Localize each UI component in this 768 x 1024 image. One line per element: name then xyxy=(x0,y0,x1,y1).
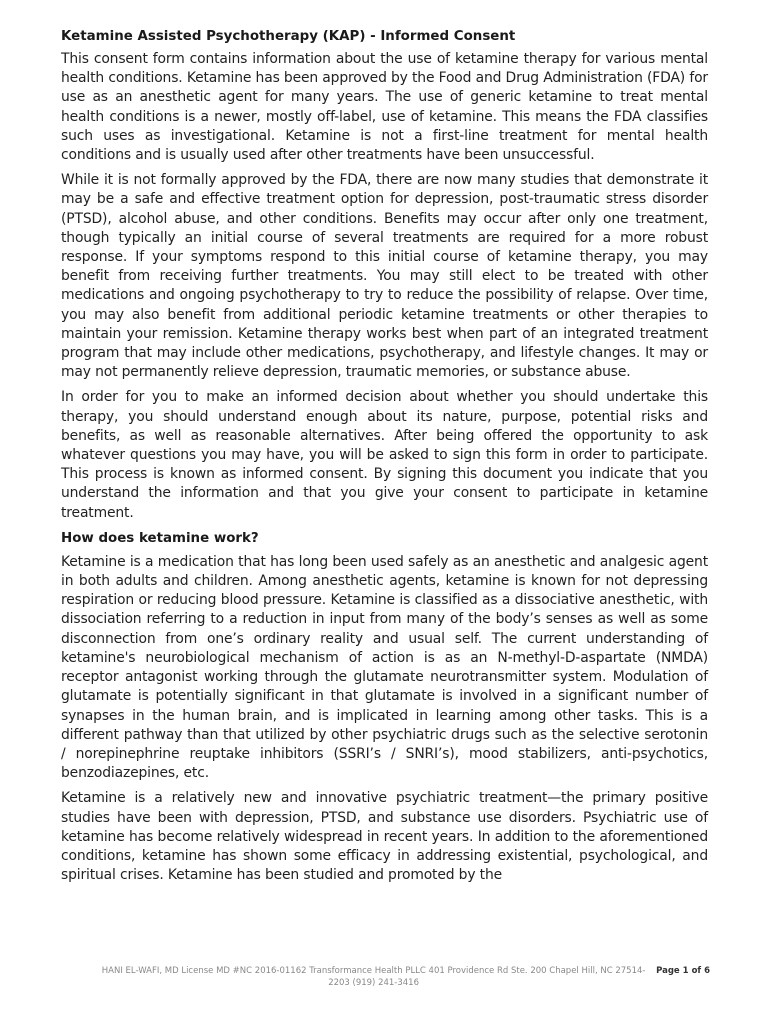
paragraph-informed-decision: In order for you to make an informed decision about whether you should undertake this therapy, you should understand enough about its nature, purpose, potential risks and benefits, as well as reasonable alternatives. After being offered the opportunity to ask whatever questions you may have, you will be asked to sign this form in order to participate. This process is known as informed consent. By signing this document you indicate that you understand the information and that you give your consent to participate in ketamine treatment. xyxy=(61,389,708,521)
section-heading-how-ketamine-works: How does ketamine work? xyxy=(61,530,259,546)
footer-address: HANI EL-WAFI, MD License MD #NC 2016-01162 Transformance Health PLLC 401 Providence Rd Ste. 200 Chapel Hill, NC 27514-2203 (919) 241-3416 xyxy=(101,966,646,988)
paragraph-intro: This consent form contains information about the use of ketamine therapy for various mental health conditions. Ketamine has been approved by the Food and Drug Administration (FDA) for use as an anesthetic agent for many years. The use of generic ketamine to treat mental health conditions is a newer, mostly off-label, use of ketamine. This means the FDA classifies such uses as investigational. Ketamine is not a first-line treatment for mental health conditions and is usually used after other treatments have been unsuccessful. xyxy=(61,51,708,164)
page-of: of xyxy=(691,966,702,976)
page-number xyxy=(656,965,710,977)
paragraph-mechanism: Ketamine is a medication that has long been used safely as an anesthetic and analgesic agent in both adults and children. Among anesthetic agents, ketamine is known for not depressing respiration or reducing blood pressure. Ketamine is classified as a dissociative anesthetic, with dissociation referring to a reduction in input from many of the body’s senses as well as some disconnection from one’s ordinary reality and usual self. The current understanding of ketamine's neurobiological mechanism of action is as an N-methyl-D-aspartate (NMDA) receptor antagonist working through the glutamate neurotransmitter system. Modulation of glutamate is potentially significant in that glutamate is involved in a significant number of synapses in the human brain, and is implicated in learning among other tasks. This is a different pathway than that utilized by other psychiatric drugs such as the selective serotonin / norepinephrine reuptake inhibitors (SSRI’s / SNRI’s), mood stabilizers, anti-psychotics, benzodiazepines, etc. xyxy=(61,553,708,782)
document-body xyxy=(61,27,708,891)
page-total: 6 xyxy=(704,966,710,976)
paragraph-innovative-treatment: Ketamine is a relatively new and innovative psychiatric treatment—the primary positive studies have been with depression, PTSD, and substance use disorders. Psychiatric use of ketamine has become relatively widespread in recent years. In addition to the aforementioned conditions, ketamine has shown some efficacy in addressing existential, psychological, and spiritual crises. Ketamine has been studied and promoted by the xyxy=(61,790,708,884)
page-footer xyxy=(100,965,710,989)
document-title: Ketamine Assisted Psychotherapy (KAP) - Informed Consent xyxy=(61,29,516,44)
page-label: Page xyxy=(656,966,680,976)
paragraph-approval: While it is not formally approved by the FDA, there are now many studies that demonstrate it may be a safe and effective treatment option for depression, post-traumatic stress disorder (PTSD), alcohol abuse, and other conditions. Benefits may occur after only one treatment, though typically an initial course of several treatments are required for a more robust response. If your symptoms respond to this initial course of ketamine therapy, you may benefit from receiving further treatments. You may still elect to be treated with other medications and ongoing psychotherapy to try to reduce the possibility of relapse. Over time, you may also benefit from additional periodic ketamine treatments or other therapies to maintain your remission. Ketamine therapy works best when part of an integrated treatment program that may include other medications, psychotherapy, and lifestyle changes. It may or may not permanently relieve depression, traumatic memories, or substance abuse. xyxy=(61,172,708,381)
page-current: 1 xyxy=(682,966,689,976)
